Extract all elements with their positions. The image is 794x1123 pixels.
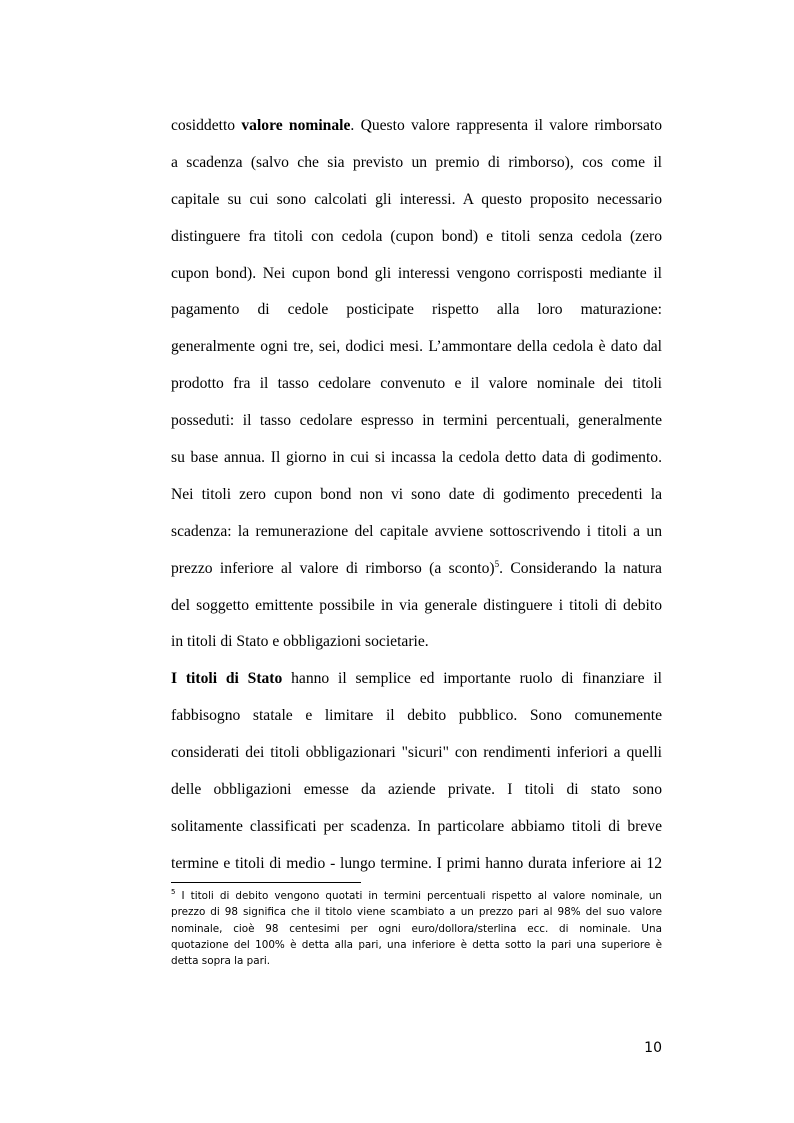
text-line: solitamente classificati per scadenza. In particolare abbiamo titoli di breve <box>171 817 662 835</box>
text-line: pagamento di cedole posticipate rispetto alla loro maturazione: <box>171 301 662 319</box>
text-line: generalmente ogni tre, sei, dodici mesi. L’ammontare della cedola è dato dal <box>171 338 662 356</box>
text-line: distinguere fra titoli con cedola (cupon bond) e titoli senza cedola (zero <box>171 227 662 245</box>
footnote-separator <box>171 882 361 883</box>
footnote <box>171 888 662 969</box>
footnote-line: detta sopra la pari. <box>171 955 271 968</box>
footnote-reference[interactable]: 5 <box>494 558 500 569</box>
text-line: cosiddetto valore nominale. Questo valore rappresenta il valore rimborsato <box>171 117 663 134</box>
body-text <box>171 108 662 883</box>
text-line: considerati dei titoli obbligazionari "sicuri" con rendimenti inferiori a quelli <box>171 744 662 762</box>
footnote-line: $^5$ I titoli di debito vengono quotati in termini percentuali rispetto al valore nominale, un <box>171 888 662 902</box>
footnote-marker: 5 <box>171 888 176 896</box>
footnote-line: nominale, cioè 98 centesimi per ogni euro/dollora/sterlina ecc. di nominale. Una <box>171 922 662 935</box>
text-line: del soggetto emittente possibile in via generale distinguere i titoli di debito <box>171 596 662 614</box>
text-line: I titoli di Stato hanno il semplice ed importante ruolo di finanziare il <box>171 670 663 688</box>
page-number: 10 <box>644 1040 662 1056</box>
text-line: prezzo inferiore al valore di rimborso (a sconto)$^5$. Considerando la natura <box>171 558 662 577</box>
text-line: prodotto fra il tasso cedolare convenuto e il valore nominale dei titoli <box>171 375 662 393</box>
text-line: cupon bond). Nei cupon bond gli interessi vengono corrisposti mediante il <box>171 264 662 282</box>
bold-term-titoli-di-stato: I titoli di Stato <box>171 670 283 688</box>
text-line: termine e titoli di medio - lungo termine. I primi hanno durata inferiore ai 12 <box>171 854 662 872</box>
text-line: in titoli di Stato e obbligazioni societarie. <box>171 633 429 651</box>
text-line: capitale su cui sono calcolati gli interessi. A questo proposito necessario <box>171 190 662 208</box>
text-line: a scadenza (salvo che sia previsto un premio di rimborso), cos come il <box>171 153 662 171</box>
text-line: posseduti: il tasso cedolare espresso in termini percentuali, generalmente <box>171 412 662 430</box>
footnote-line: quotazione del 100% è detta alla pari, una inferiore è detta sotto la pari una superiore è <box>171 938 662 951</box>
bold-term-valore-nominale: valore nominale <box>241 117 351 134</box>
text-line: delle obbligazioni emesse da aziende private. I titoli di stato sono <box>171 781 662 799</box>
text-line: su base annua. Il giorno in cui si incassa la cedola detto data di godimento. <box>171 449 662 467</box>
text-line: Nei titoli zero cupon bond non vi sono date di godimento precedenti la <box>171 485 662 503</box>
footnote-line: prezzo di 98 significa che il titolo viene scambiato a un prezzo pari al 98% del suo valore <box>171 906 662 919</box>
text-line: scadenza: la remunerazione del capitale avviene sottoscrivendo i titoli a un <box>171 522 662 540</box>
text-line: fabbisogno statale e limitare il debito pubblico. Sono comunemente <box>171 707 662 725</box>
